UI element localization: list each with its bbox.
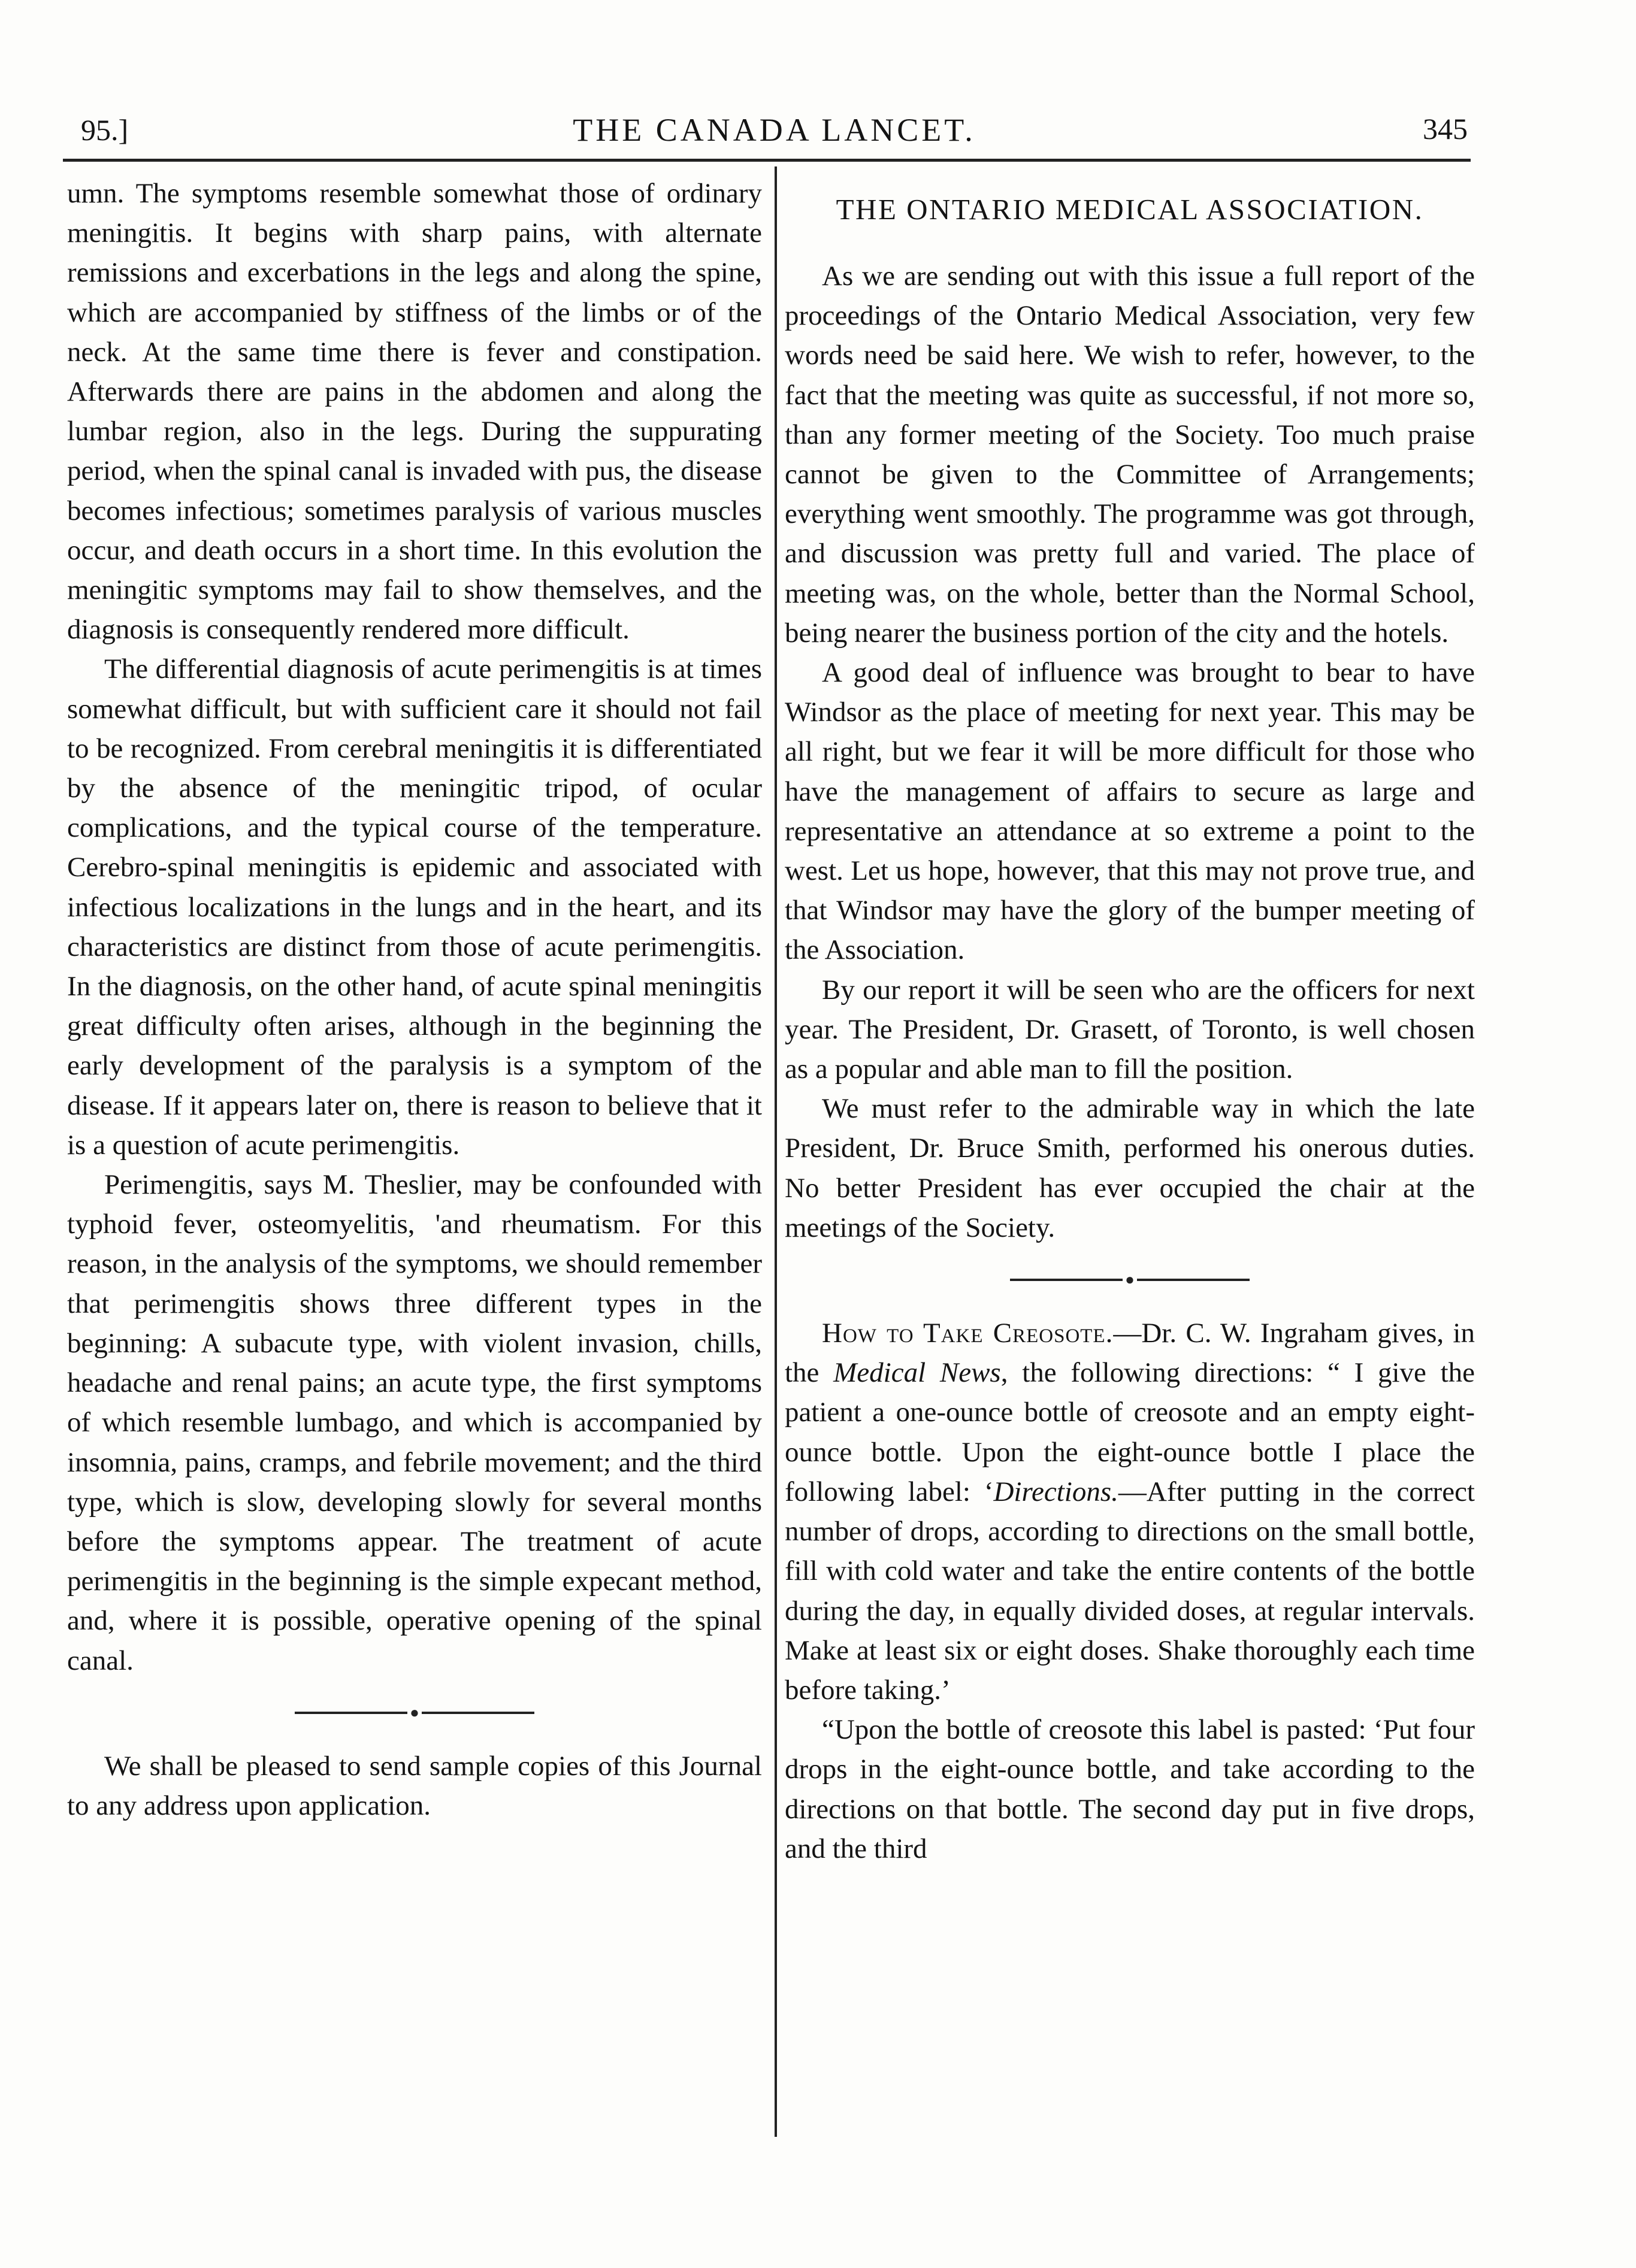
page-number: 345 — [1423, 112, 1468, 146]
journal-reference: Medical News — [833, 1357, 1001, 1389]
page-header — [81, 108, 1468, 156]
body-paragraph: By our report it will be seen who are the officers for next year. The President, Dr. Grasett, of Toronto, is well chosen as a popular and able man to fill the position. — [785, 974, 1475, 1085]
body-paragraph: umn. The symptoms resemble somewhat those of ordinary meningitis. It begins with sharp pains, with alternate remissions and excerbations in the legs and along the spine, which are accompanied by stiffness of the limbs or of the neck. At the same time there is fever and constipation. Afterwards there are pains in the abdomen and along the lumbar region, also in the legs. During the suppurating period, when the spinal canal is invaded with pus, the disease becomes infectious; sometimes paralysis of various muscles occur, and death occurs in a short time. In this evolution the meningitic symptoms may fail to show themselves, and the diagnosis is consequently rendered more difficult. — [67, 178, 762, 646]
header-left-marker: 95.] — [81, 113, 129, 147]
sample-copies-notice: We shall be pleased to send sample copies of this Journal to any address upon application. — [67, 1750, 762, 1821]
creosote-intro: —Dr. C. W. Ingraham gives, in the — [785, 1318, 1475, 1389]
creosote-second-paragraph: “Upon the bottle of creosote this label is pasted: ‘Put four drops in the eight-ounce bottle, and take according to the directions on that bottle. The second day put in five drops, and the third — [785, 1714, 1475, 1864]
body-paragraph: As we are sending out with this issue a full report of the proceedings of the Ontario Medical Association, very few words need be said here. We wish to refer, however, to the fact that the meeting was quite as successful, if not more so, than any former meeting of the Society. Too much praise cannot be given to the Committee of Arrangements; everything went smoothly. The programme was got through, and discussion was pretty full and varied. The place of meeting was, on the whole, better than the Normal School, being nearer the business portion of the city and the hotels. — [785, 261, 1475, 649]
label-text: —After putting in the correct number of drops, according to directions on the small bottle, fill with cold water and take the entire contents of the bottle during the day, in equally divided doses, at regular intervals. Make at least six or eight doses. Shake thoroughly each time before taking.’ — [785, 1476, 1475, 1706]
section-title: THE ONTARIO MEDICAL ASSOCIATION. — [836, 193, 1424, 226]
label-heading: Directions. — [993, 1476, 1118, 1507]
right-column — [785, 174, 1475, 2150]
column-divider — [775, 166, 777, 2137]
journal-title: THE CANADA LANCET. — [573, 112, 976, 148]
left-column — [67, 174, 762, 2150]
creosote-paragraph — [785, 1313, 1475, 1710]
section-separator-ornament: ● — [785, 1247, 1475, 1313]
header-rule — [63, 159, 1471, 162]
body-paragraph: We must refer to the admirable way in which the late President, Dr. Bruce Smith, performed his onerous duties. No better President has ever occupied the chair at the meetings of the Society. — [785, 1093, 1475, 1243]
body-paragraph: A good deal of influence was brought to bear to have Windsor as the place of meeting for next year. This may be all right, but we fear it will be more difficult for those who have the management of affairs to secure as large and representative an attendance at so extreme a point to the west. Let us hope, however, that this may not prove true, and that Windsor may have the glory of the bumper meeting of the Association. — [785, 657, 1475, 966]
creosote-heading: How to Take Creosote. — [822, 1318, 1114, 1349]
section-separator-ornament: ● — [67, 1680, 762, 1746]
body-paragraph: Perimengitis, says M. Theslier, may be confounded with typhoid fever, osteomyelitis, 'and rheumatism. For this reason, in the analysis of the symptoms, we should remember that perimengitis shows three different types in the beginning: A subacute type, with violent invasion, chills, headache and renal pains; an acute type, the first symptoms of which resemble lumbago, and which is accompanied by insomnia, pains, cramps, and febrile movement; and the third type, which is slow, developing slowly for several months before the symptoms appear. The treatment of acute perimengitis in the beginning is the simple expecant method, and, where it is possible, operative opening of the spinal canal. — [67, 1169, 762, 1676]
creosote-intro-end: , the following directions: “ I give the patient a one-ounce bottle of creosote and an empty eight-ounce bottle. Upon the eight-ounce bottle I place the following label: ‘ — [785, 1357, 1475, 1507]
body-paragraph: The differential diagnosis of acute perimengitis is at times somewhat difficult, but with sufficient care it should not fail to be recognized. From cerebral meningitis it is differentiated by the absence of the meningitic tripod, of ocular complications, and the typical course of the temperature. Cerebro-spinal meningitis is epidemic and associated with infectious localizations in the lungs and in the heart, and its characteristics are distinct from those of acute perimengitis. In the diagnosis, on the other hand, of acute spinal meningitis great difficulty often arises, although in the beginning the early development of the paralysis is a symptom of the disease. If it appears later on, there is reason to believe that it is a question of acute perimengitis. — [67, 653, 762, 1161]
